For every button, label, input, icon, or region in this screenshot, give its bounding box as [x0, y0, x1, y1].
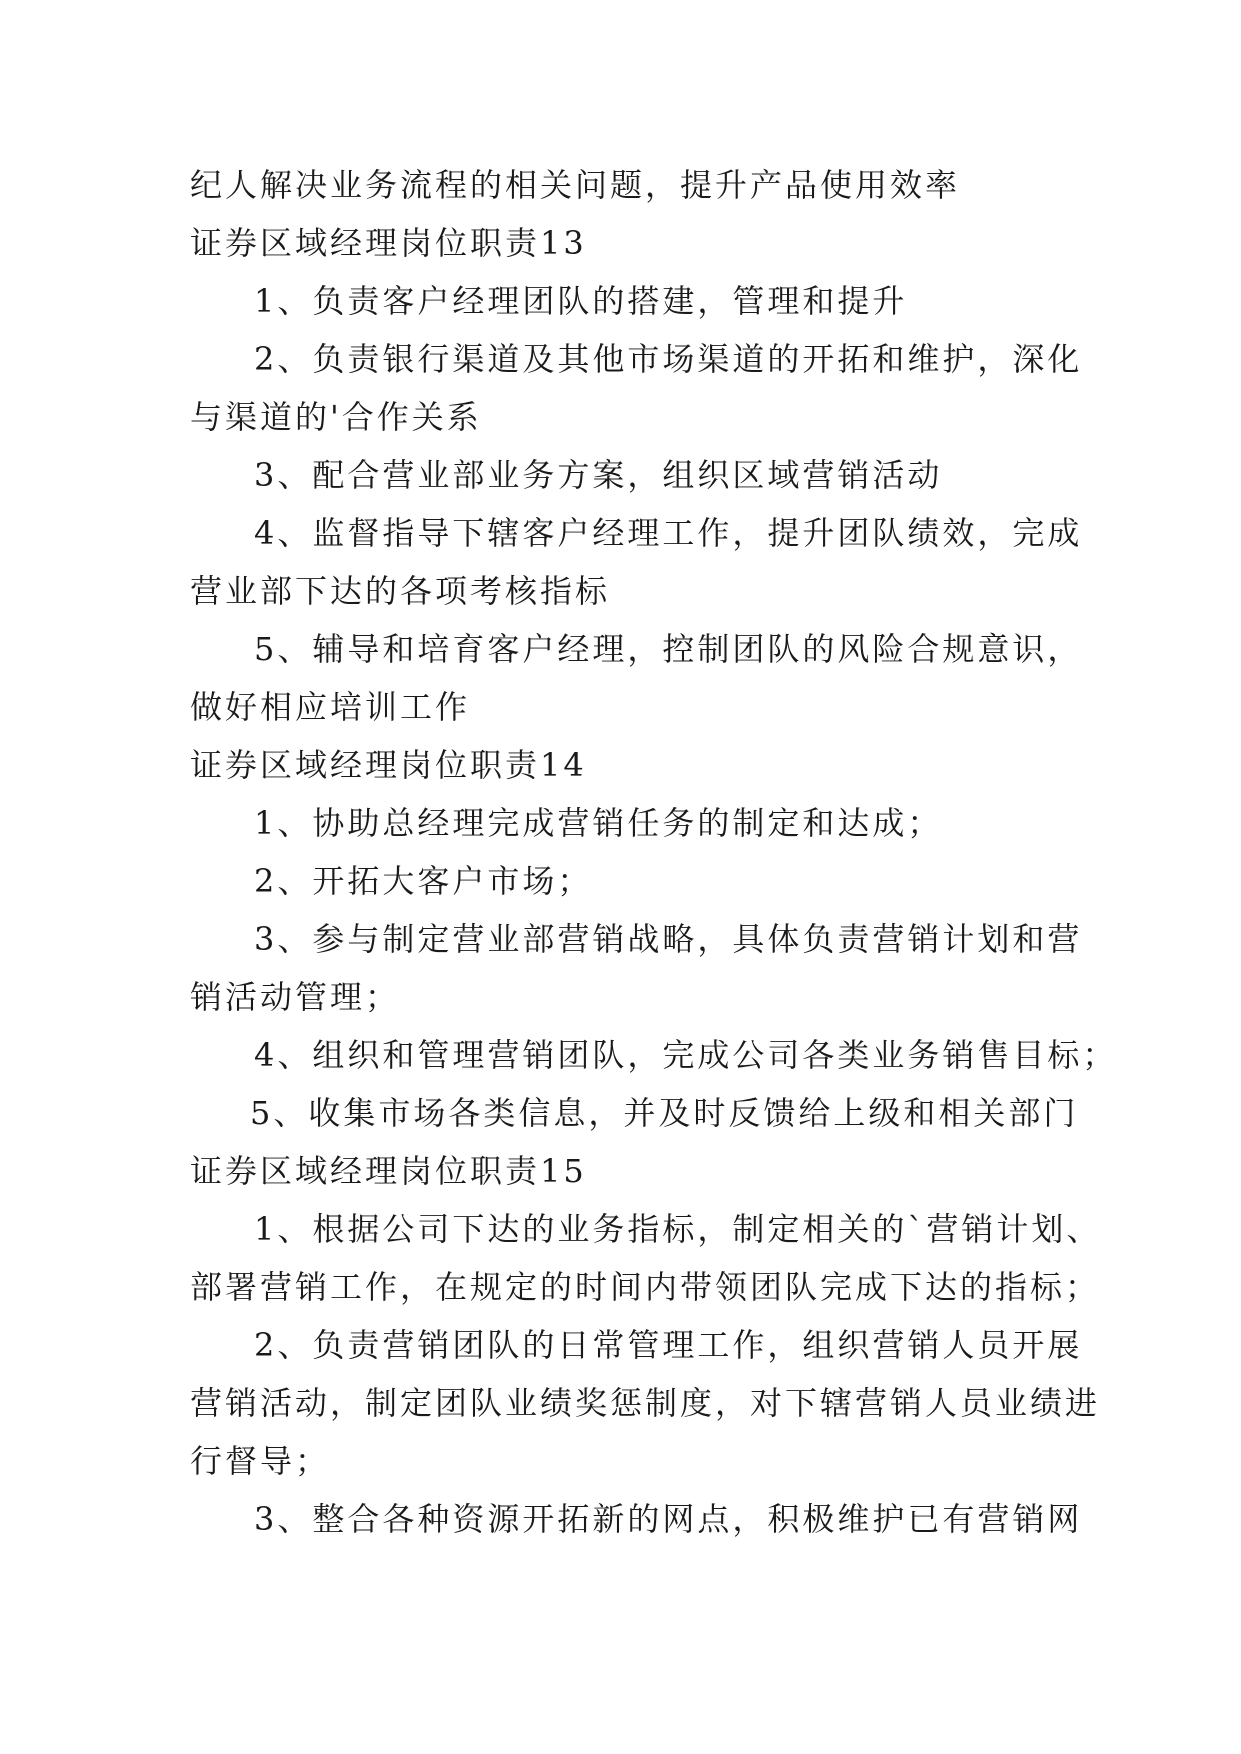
list-item-continuation: 营业部下达的各项考核指标 [190, 572, 611, 610]
list-item-continuation: 销活动管理； [190, 978, 401, 1016]
list-item-continuation: 部署营销工作，在规定的时间内带领团队完成下达的指标； [190, 1268, 1101, 1306]
list-item: 2、开拓大客户市场； [254, 862, 593, 900]
list-item: 1、根据公司下达的业务指标，制定相关的`营销计划、 [254, 1210, 1102, 1248]
text-line: 纪人解决业务流程的相关问题，提升产品使用效率 [190, 166, 961, 204]
list-item-continuation: 做好相应培训工作 [190, 688, 471, 726]
section-heading: 证券区域经理岗位职责15 [190, 1152, 587, 1190]
list-item: 4、监督指导下辖客户经理工作，提升团队绩效，完成 [254, 514, 1083, 552]
section-heading: 证券区域经理岗位职责13 [190, 224, 587, 262]
list-item: 1、负责客户经理团队的搭建，管理和提升 [254, 282, 908, 320]
list-item: 3、配合营业部业务方案，组织区域营销活动 [254, 456, 943, 494]
list-item-continuation: 行督导； [190, 1442, 331, 1480]
list-item: 2、负责银行渠道及其他市场渠道的开拓和维护，深化 [254, 340, 1083, 378]
list-item: 4、组织和管理营销团队，完成公司各类业务销售目标； [254, 1036, 1118, 1074]
list-item: 3、参与制定营业部营销战略，具体负责营销计划和营 [254, 920, 1083, 958]
list-item: 5、收集市场各类信息，并及时反馈给上级和相关部门 [250, 1094, 1079, 1132]
list-item-continuation: 营销活动，制定团队业绩奖惩制度，对下辖营销人员业绩进 [190, 1384, 1101, 1422]
list-item: 1、协助总经理完成营销任务的制定和达成； [254, 804, 943, 842]
list-item-continuation: 与渠道的'合作关系 [190, 398, 482, 436]
list-item: 3、整合各种资源开拓新的网点，积极维护已有营销网 [254, 1500, 1083, 1538]
list-item: 5、辅导和培育客户经理，控制团队的风险合规意识， [254, 630, 1083, 668]
section-heading: 证券区域经理岗位职责14 [190, 746, 587, 784]
document-body [190, 156, 1118, 1548]
list-item: 2、负责营销团队的日常管理工作，组织营销人员开展 [254, 1326, 1083, 1364]
